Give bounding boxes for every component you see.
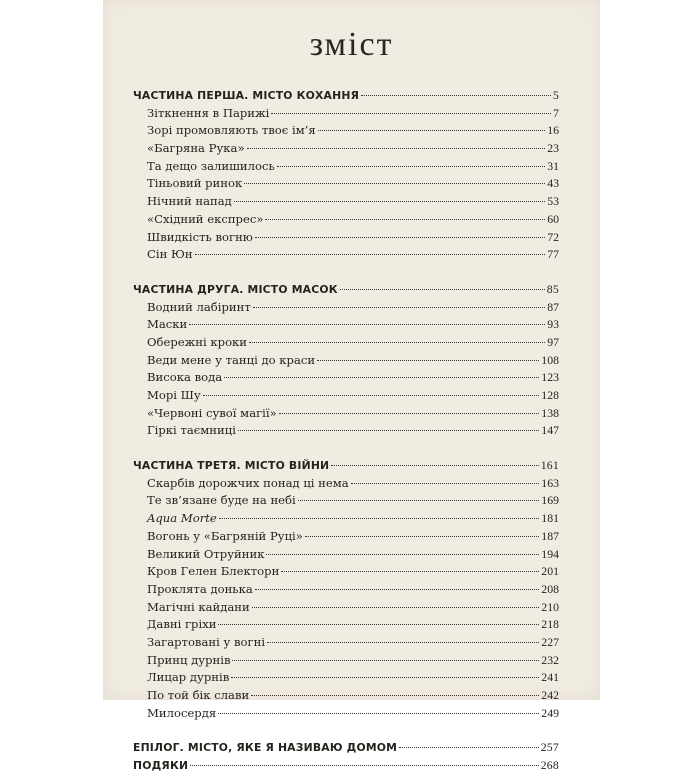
toc-entry: [133, 211, 559, 229]
toc-entry: [133, 634, 559, 652]
dot-leader: [265, 219, 545, 220]
toc-entry-title: Тіньовий ринок: [147, 176, 243, 191]
toc-page-number: 210: [541, 599, 559, 614]
dot-leader: [317, 360, 539, 361]
toc-entry: [133, 705, 559, 723]
toc-entry-title: Нічний напад: [147, 194, 232, 209]
toc-entry-title: Aqua Morte: [147, 511, 217, 526]
toc-entry-title: ЕПІЛОГ. МІСТО, ЯКЕ Я НАЗИВАЮ ДОМОМ: [133, 741, 398, 755]
toc-entry-title: Маски: [147, 317, 188, 332]
toc-entry-title: Загартовані у вогні: [147, 634, 266, 649]
toc-entry: [133, 158, 559, 176]
toc-page-number: 53: [547, 194, 559, 209]
toc-entry-title: ЧАСТИНА ПЕРША. МІСТО КОХАННЯ: [133, 89, 360, 102]
toc-page-number: 16: [547, 123, 559, 138]
dot-leader: [305, 536, 539, 537]
toc-entry: [133, 246, 559, 264]
toc-entry-title: Веди мене у танці до краси: [147, 352, 316, 367]
toc-part-heading: [133, 739, 559, 757]
toc-entry-title: Великий Отруйник: [147, 546, 265, 561]
toc-page-number: 87: [547, 299, 559, 314]
toc-page-number: 163: [541, 475, 559, 490]
dot-leader: [351, 483, 540, 484]
dot-leader: [318, 130, 546, 131]
toc-page-number: 161: [540, 458, 559, 473]
dot-leader: [232, 660, 539, 661]
toc-page-number: 72: [547, 229, 559, 244]
toc-page-number: 208: [541, 581, 559, 596]
toc-entry: [133, 475, 559, 493]
toc-page-number: 85: [546, 281, 559, 296]
dot-leader: [266, 554, 539, 555]
section-spacer: [133, 440, 559, 457]
dot-leader: [331, 465, 538, 466]
toc-entry-title: «Багряна Рука»: [147, 141, 245, 156]
toc-entry: [133, 122, 559, 140]
toc-page-number: 242: [541, 688, 559, 702]
toc-entry: [133, 546, 559, 564]
toc-entry: [133, 105, 559, 123]
toc-entry-title: Вогонь у «Багряній Руці»: [147, 528, 303, 543]
page-title: зміст: [309, 26, 394, 63]
toc-entry: [133, 229, 559, 247]
toc-entry: [133, 581, 559, 599]
toc-entry-title: Морі Шу: [147, 388, 201, 402]
toc-entry-title: По той бік слави: [147, 688, 250, 702]
toc-page-number: 194: [541, 546, 559, 561]
toc-entry: [133, 669, 559, 687]
toc-entry-title: Водний лабіринт: [147, 299, 251, 314]
dot-leader: [219, 518, 540, 519]
toc-entry-title: «Східний експрес»: [147, 211, 264, 226]
toc-entry: [133, 510, 559, 528]
toc-page-number: 181: [541, 511, 559, 526]
toc-entry: [133, 405, 559, 423]
toc-entry-title: Милосердя: [147, 705, 217, 720]
section-spacer: [133, 264, 559, 281]
toc-entry-title: Зорі промовляють твоє ім’я: [147, 123, 316, 138]
toc-page-number: 227: [541, 634, 559, 649]
toc-page-number: 60: [547, 211, 559, 226]
toc-entry: [133, 193, 559, 211]
toc-page-number: 7: [553, 105, 559, 120]
dot-leader: [190, 765, 538, 766]
toc-page-number: 187: [541, 528, 559, 543]
toc-page-number: 249: [541, 705, 559, 720]
toc-entry: [133, 528, 559, 546]
toc-part-heading: [133, 87, 559, 105]
toc-entry-title: Проклята донька: [147, 581, 253, 596]
toc-page-number: 93: [547, 317, 559, 332]
toc-page-number: 97: [547, 334, 559, 349]
dot-leader: [203, 395, 540, 396]
dot-leader: [224, 377, 539, 378]
toc-entry: [133, 369, 559, 387]
toc-entry: [133, 316, 559, 334]
book-page: [103, 0, 600, 773]
toc-page-number: 201: [541, 564, 559, 579]
dot-leader: [189, 324, 545, 325]
dot-leader: [251, 695, 539, 696]
toc-page-number: 218: [541, 617, 559, 632]
dot-leader: [281, 571, 539, 572]
toc-page-number: 128: [541, 388, 559, 402]
toc-page-number: 241: [541, 670, 559, 685]
dot-leader: [279, 413, 540, 414]
dot-leader: [218, 624, 539, 625]
dot-leader: [252, 607, 540, 608]
toc-entry-title: Магічні кайдани: [147, 599, 250, 614]
dot-leader: [271, 113, 551, 114]
toc-page-number: 31: [547, 158, 559, 173]
toc-page-number: 5: [552, 88, 559, 102]
toc-entry: [133, 599, 559, 617]
toc-entry: [133, 387, 559, 405]
toc-entry-title: Лицар дурнів: [147, 670, 230, 685]
toc-page-number: 257: [540, 740, 559, 755]
toc-entry: [133, 140, 559, 158]
toc-entry: [133, 299, 559, 317]
toc-page-number: 268: [540, 758, 559, 773]
toc-entry-title: Скарбів дорожчих понад ці нема: [147, 475, 349, 490]
toc-page-number: 77: [547, 247, 559, 262]
toc-entry-title: Кров Гелен Блекторн: [147, 564, 280, 579]
toc-page-number: 232: [541, 652, 559, 667]
dot-leader: [399, 747, 539, 748]
toc-entry: [133, 687, 559, 705]
dot-leader: [255, 237, 545, 238]
toc-page-number: 169: [541, 493, 559, 508]
toc-page-number: 43: [547, 176, 559, 191]
toc-entry-title: Гіркі таємниці: [147, 423, 236, 438]
toc-entry: [133, 492, 559, 510]
toc-entry-title: Те зв’язане буде на небі: [147, 493, 296, 508]
dot-leader: [277, 166, 545, 167]
dot-leader: [247, 148, 546, 149]
toc-entry-title: ЧАСТИНА ДРУГА. МІСТО МАСОК: [133, 282, 338, 296]
toc-entry: [133, 422, 559, 440]
dot-leader: [218, 713, 539, 714]
toc-page-number: 147: [541, 423, 559, 438]
section-spacer: [133, 722, 559, 739]
toc-entry-title: Висока вода: [147, 370, 223, 385]
dot-leader: [340, 289, 545, 290]
toc-page-number: 138: [541, 405, 559, 420]
toc-entry: [133, 352, 559, 370]
dot-leader: [249, 342, 545, 343]
dot-leader: [231, 677, 539, 678]
dot-leader: [195, 254, 546, 255]
toc-part-heading: [133, 281, 559, 299]
toc-page-number: 23: [547, 141, 559, 156]
toc-entry-title: Зіткнення в Парижі: [147, 105, 270, 120]
toc-entry-title: Та дещо залишилось: [147, 158, 275, 173]
toc-entry-title: Принц дурнів: [147, 652, 231, 667]
toc-page-number: 123: [541, 370, 559, 385]
toc-entry-title: Давні гріхи: [147, 617, 217, 632]
dot-leader: [267, 642, 539, 643]
toc-entry-title: ПОДЯКИ: [133, 759, 189, 773]
dot-leader: [361, 95, 551, 96]
toc-entry: [133, 652, 559, 670]
dot-leader: [255, 589, 540, 590]
toc-entry: [133, 616, 559, 634]
dot-leader: [234, 201, 545, 202]
dot-leader: [238, 430, 539, 431]
toc-entry-title: Сін Юн: [147, 247, 193, 262]
toc-entry: [133, 334, 559, 352]
toc-entry-title: Швидкість вогню: [147, 229, 253, 244]
toc-entry: [133, 175, 559, 193]
toc-page-number: 108: [541, 352, 559, 367]
toc-entry: [133, 563, 559, 581]
toc-entry-title: «Червоні сувої магії»: [147, 405, 277, 420]
dot-leader: [298, 500, 540, 501]
toc-entry-title: ЧАСТИНА ТРЕТЯ. МІСТО ВІЙНИ: [133, 459, 330, 473]
dot-leader: [253, 307, 545, 308]
dot-leader: [244, 183, 545, 184]
toc-part-heading: [133, 457, 559, 475]
toc-part-heading: [133, 757, 559, 775]
toc-entry-title: Обережні кроки: [147, 334, 248, 349]
table-of-contents: [133, 87, 559, 775]
